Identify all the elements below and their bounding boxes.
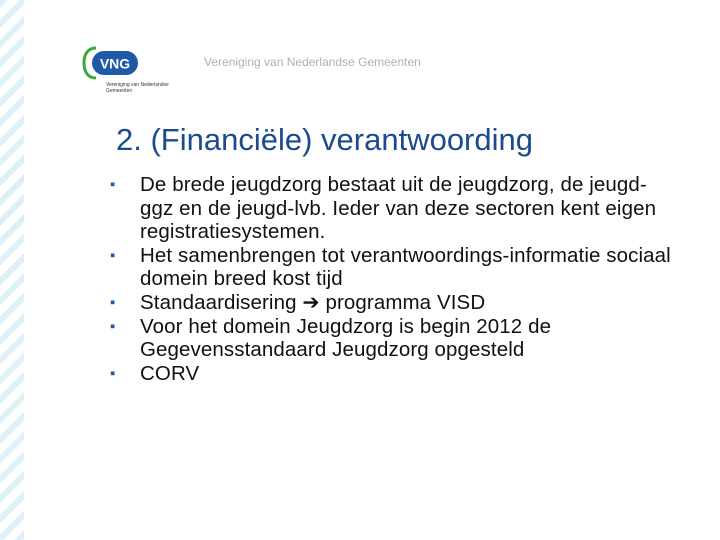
vng-logo-mark — [82, 46, 146, 80]
bullet-text: Het samenbrengen tot verantwoordings-informatie sociaal domein breed kost tijd — [140, 243, 671, 291]
vng-logo — [82, 46, 182, 98]
bullet-text: De brede jeugdzorg bestaat uit de jeugdzorg, de jeugd-ggz en de jeugd-lvb. Ieder van deze sectoren kent eigen registratiesystemen. — [140, 173, 657, 244]
bullet-text: CORV — [140, 361, 200, 385]
square-bullet-icon: ▪ — [110, 246, 116, 264]
bullet-item — [110, 291, 680, 315]
bullet-item — [110, 315, 680, 362]
square-bullet-icon: ▪ — [110, 293, 116, 311]
square-bullet-icon: ▪ — [110, 317, 116, 335]
logo-text: VNG — [99, 55, 131, 72]
decorative-stripe — [0, 0, 24, 540]
bullet-text: Voor het domein Jeugdzorg is begin 2012 de Gegevensstandaard Jeugdzorg opgesteld — [140, 314, 552, 362]
organization-name: Vereniging van Nederlandse Gemeenten — [204, 55, 421, 69]
slide-title: 2. (Financiële) verantwoording — [116, 122, 533, 157]
bullet-text: Standaardisering — [140, 290, 297, 314]
bullet-text: programma VISD — [325, 290, 486, 314]
bullet-item — [110, 173, 680, 244]
square-bullet-icon: ▪ — [110, 364, 116, 382]
square-bullet-icon: ▪ — [110, 176, 116, 193]
right-arrow-icon: ➔ — [302, 290, 320, 314]
bullet-item — [110, 362, 680, 386]
bullet-item — [110, 244, 680, 291]
logo-subtitle: Vereniging van Nederlandse Gemeenten — [106, 82, 169, 94]
bullet-list — [110, 173, 680, 385]
